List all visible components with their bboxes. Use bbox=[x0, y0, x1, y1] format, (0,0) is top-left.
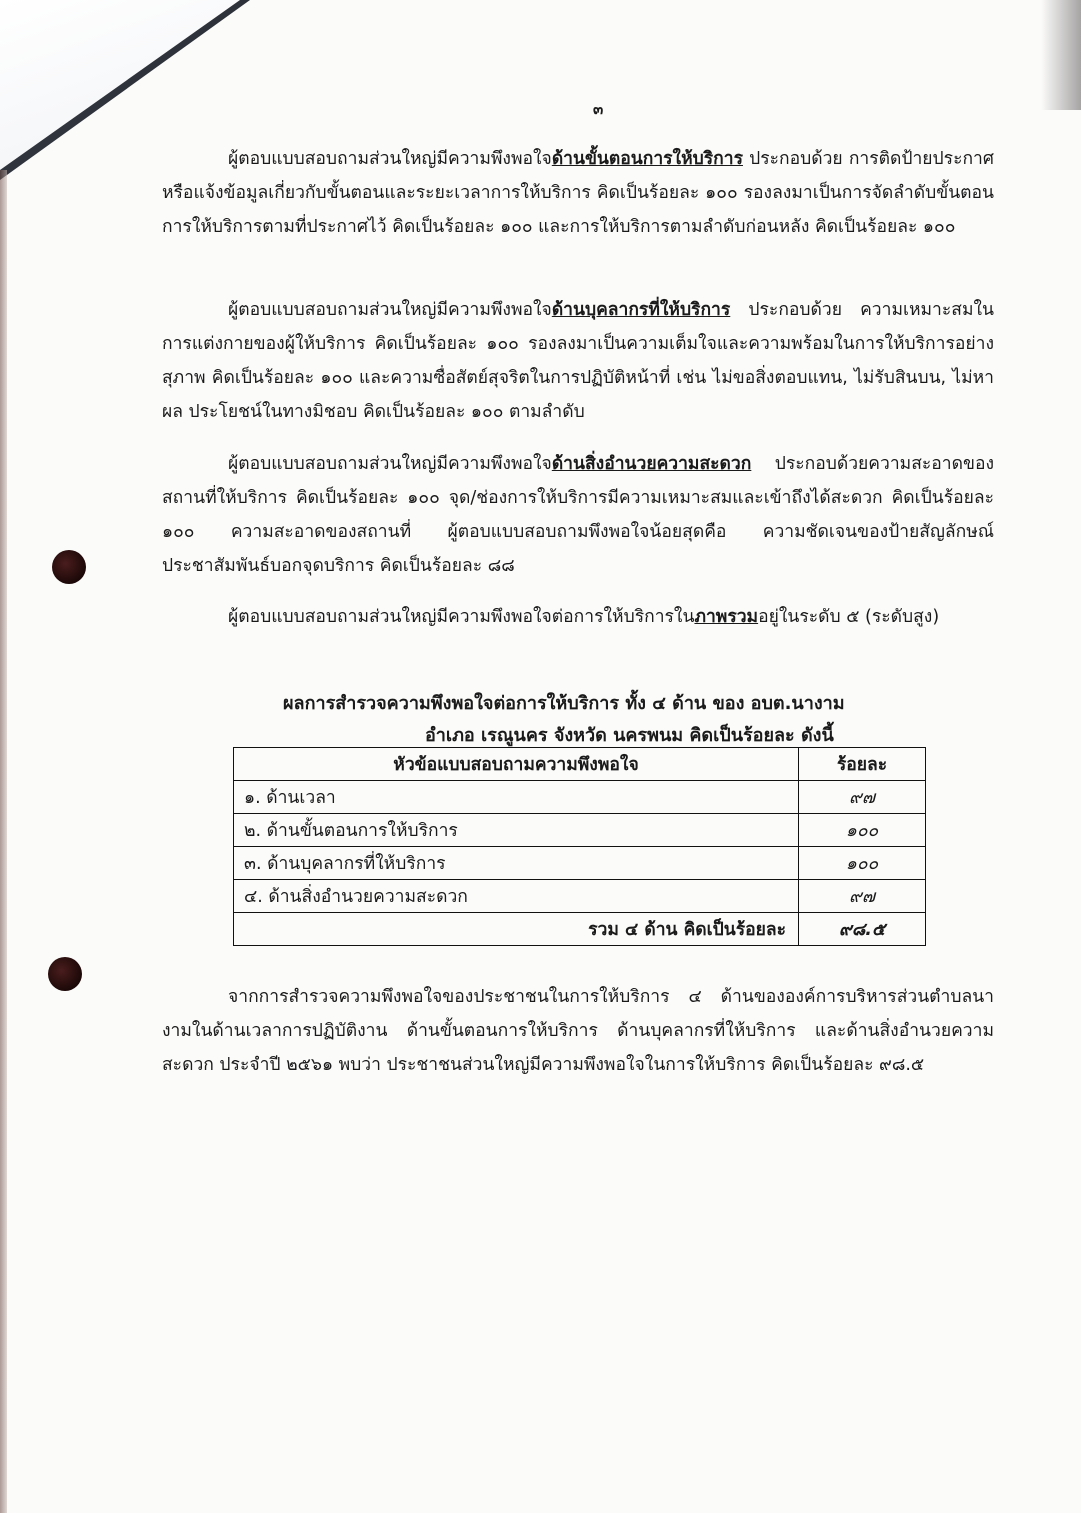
header-percent: ร้อยละ bbox=[799, 748, 926, 781]
total-label: รวม ๔ ด้าน คิดเป็นร้อยละ bbox=[234, 913, 799, 946]
row-percent: ๑๐๐ bbox=[799, 847, 926, 880]
table-row bbox=[234, 880, 926, 913]
row-percent: ๑๐๐ bbox=[799, 814, 926, 847]
table-total-row bbox=[234, 913, 926, 946]
paragraph-process bbox=[162, 142, 994, 244]
paragraph-overall bbox=[162, 600, 994, 634]
table-title-line1: ผลการสำรวจความพึงพอใจต่อการให้บริการ ทั้ง ๔ ด้าน ของ อบต.นางาม bbox=[283, 693, 845, 714]
paragraph-text: ประกอบด้วย ความเหมาะสมในการแต่งกายของผู้ให้บริการ คิดเป็นร้อยละ ๑๐๐ รองลงมาเป็นความเต็มใจและความพร้อมในการให้บริการอย่างสุภาพ คิดเป็นร้อยละ ๑๐๐ และความซื่อสัตย์สุจริตในการปฏิบัติหน้าที่ เช่น ไม่ขอสิ่งตอบแทน, ไม่รับสินบน, ไม่หาผล ประโยชน์ในทางมิชอบ คิดเป็นร้อยละ ๑๐๐ ตามลำดับ bbox=[162, 300, 994, 422]
punch-hole-icon bbox=[48, 957, 82, 991]
row-percent: ๙๗ bbox=[799, 781, 926, 814]
row-item: ๔. ด้านสิ่งอำนวยความสะดวก bbox=[234, 880, 799, 913]
topic-facilities: ด้านสิ่งอำนวยความสะดวก bbox=[551, 454, 752, 474]
paragraph-facilities bbox=[162, 447, 994, 583]
satisfaction-table bbox=[233, 747, 926, 946]
punch-hole-icon bbox=[52, 550, 86, 584]
table-header-row bbox=[234, 748, 926, 781]
topic-staff: ด้านบุคลากรที่ให้บริการ bbox=[551, 300, 731, 320]
header-item: หัวข้อแบบสอบถามความพึงพอใจ bbox=[234, 748, 799, 781]
row-item: ๑. ด้านเวลา bbox=[234, 781, 799, 814]
topic-overall: ภาพรวม bbox=[694, 607, 759, 627]
row-item: ๒. ด้านขั้นตอนการให้บริการ bbox=[234, 814, 799, 847]
paragraph-text: อยู่ในระดับ ๕ (ระดับสูง) bbox=[758, 607, 940, 627]
paragraph-text: ผู้ตอบแบบสอบถามส่วนใหญ่มีความพึงพอใจ bbox=[228, 454, 552, 474]
page-edge-shadow bbox=[0, 170, 7, 1513]
paragraph-conclusion: จากการสำรวจความพึงพอใจของประชาชนในการให้บริการ ๔ ด้านขององค์การบริหารส่วนตำบลนางามในด้านเวลาการปฏิบัติงาน ด้านขั้นตอนการให้บริการ ด้านบุคลากรที่ให้บริการ และด้านสิ่งอำนวยความสะดวก ประจำปี ๒๕๖๑ พบว่า ประชาชนส่วนใหญ่มีความพึงพอใจในการให้บริการ คิดเป็นร้อยละ ๙๘.๕ bbox=[162, 987, 994, 1075]
paragraph-text: ประกอบด้วยความสะอาดของสถานที่ให้บริการ คิดเป็นร้อยละ ๑๐๐ จุด/ช่องการให้บริการมีความเหมาะสมและเข้าถึงได้สะดวก คิดเป็นร้อยละ ๑๐๐ ความสะอาดของสถานที่ ผู้ตอบแบบสอบถามพึงพอใจน้อยสุดคือ ความชัดเจนของป้ายสัญลักษณ์ ประชาสัมพันธ์บอกจุดบริการ คิดเป็นร้อยละ ๘๘ bbox=[162, 454, 994, 576]
page-edge-shadow-right bbox=[1041, 0, 1081, 110]
total-percent: ๙๘.๕ bbox=[799, 913, 926, 946]
table-row bbox=[234, 847, 926, 880]
table-row bbox=[234, 781, 926, 814]
paragraph-text: ประกอบด้วย การติดป้ายประกาศหรือแจ้งข้อมูลเกี่ยวกับขั้นตอนและระยะเวลาการให้บริการ คิดเป็นร้อยละ ๑๐๐ รองลงมาเป็นการจัดลำดับขั้นตอนการให้บริการตามที่ประกาศไว้ คิดเป็นร้อยละ ๑๐๐ และการให้บริการตามลำดับก่อนหลัง คิดเป็นร้อยละ ๑๐๐ bbox=[162, 149, 994, 237]
paragraph-text: ผู้ตอบแบบสอบถามส่วนใหญ่มีความพึงพอใจต่อการให้บริการใน bbox=[228, 607, 695, 627]
paragraph-staff bbox=[162, 293, 994, 429]
paragraph-text: ผู้ตอบแบบสอบถามส่วนใหญ่มีความพึงพอใจ bbox=[228, 149, 552, 169]
topic-process: ด้านขั้นตอนการให้บริการ bbox=[551, 149, 743, 169]
table-row bbox=[234, 814, 926, 847]
table-title-line2: อำเภอ เรณูนคร จังหวัด นครพนม คิดเป็นร้อยละ ดังนี้ bbox=[425, 725, 834, 746]
paragraph-text: ผู้ตอบแบบสอบถามส่วนใหญ่มีความพึงพอใจ bbox=[228, 300, 552, 320]
row-percent: ๙๗ bbox=[799, 880, 926, 913]
page-number: ๓ bbox=[593, 100, 604, 118]
row-item: ๓. ด้านบุคลากรที่ให้บริการ bbox=[234, 847, 799, 880]
